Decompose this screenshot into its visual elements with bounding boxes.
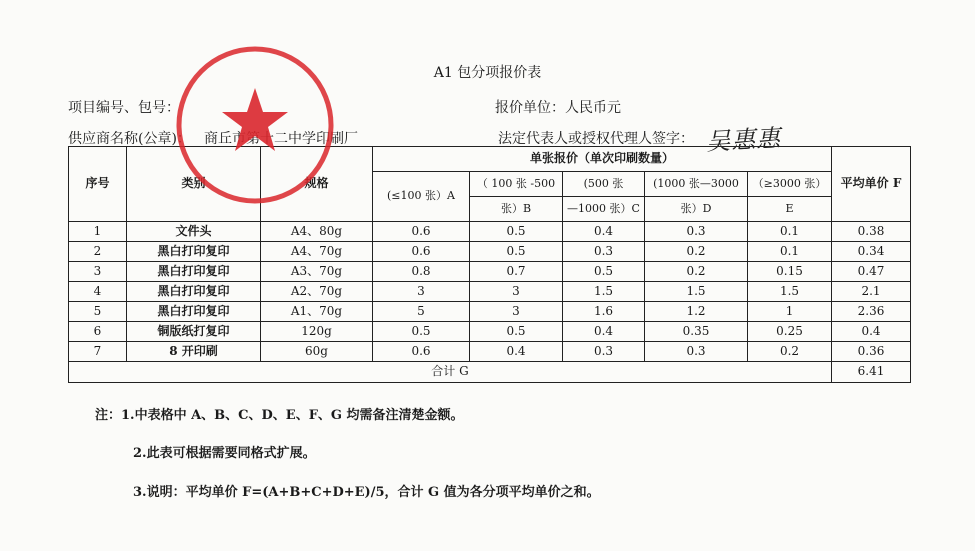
cell-price-a: 0.6: [373, 342, 470, 362]
cell-price-b: 3: [470, 302, 563, 322]
cell-avg-price: 2.1: [832, 282, 911, 302]
cell-price-e: 0.1: [748, 222, 832, 242]
table-row: [69, 262, 911, 282]
header-col-d-line1: (1000 张—3000: [645, 172, 748, 197]
header-col-b-line2: 张）B: [470, 197, 563, 222]
cell-price-c: 1.5: [563, 282, 645, 302]
cell-price-e: 1: [748, 302, 832, 322]
note-2: 2.此表可根据需要同格式扩展。: [133, 446, 316, 461]
cell-avg-price: 0.4: [832, 322, 911, 342]
cell-category: 黑白打印复印: [127, 302, 261, 322]
cell-avg-price: 0.36: [832, 342, 911, 362]
cell-category: 文件头: [127, 222, 261, 242]
cell-category: 黑白打印复印: [127, 262, 261, 282]
cell-avg-price: 0.47: [832, 262, 911, 282]
header-avg-price: 平均单价 F: [832, 147, 911, 222]
seal-star-icon: [222, 88, 288, 151]
header-col-c-line1: (500 张: [563, 172, 645, 197]
cell-price-b: 0.4: [470, 342, 563, 362]
cell-price-e: 1.5: [748, 282, 832, 302]
cell-seq: 3: [69, 262, 127, 282]
note-1: 注：1.中表格中 A、B、C、D、E、F、G 均需备注清楚金额。: [95, 408, 464, 423]
cell-seq: 1: [69, 222, 127, 242]
cell-spec: 60g: [261, 342, 373, 362]
header-col-b-line1: （ 100 张 -500: [470, 172, 563, 197]
cell-spec: 120g: [261, 322, 373, 342]
document-title: A1 包分项报价表: [433, 65, 542, 81]
cell-price-e: 0.1: [748, 242, 832, 262]
cell-price-a: 3: [373, 282, 470, 302]
cell-avg-price: 0.38: [832, 222, 911, 242]
cell-spec: A3、70g: [261, 262, 373, 282]
table-row: [69, 282, 911, 302]
cell-seq: 5: [69, 302, 127, 322]
cell-avg-price: 2.36: [832, 302, 911, 322]
header-unit-price-group: 单张报价（单次印刷数量）: [373, 147, 832, 172]
currency-label: 报价单位：人民币元: [495, 100, 621, 116]
cell-price-e: 0.15: [748, 262, 832, 282]
cell-category: 8 开印刷: [127, 342, 261, 362]
cell-category: 黑白打印复印: [127, 242, 261, 262]
table-row: [69, 222, 911, 242]
cell-price-c: 1.6: [563, 302, 645, 322]
header-col-e-line1: （≥3000 张）: [748, 172, 832, 197]
cell-price-c: 0.4: [563, 222, 645, 242]
cell-price-c: 0.5: [563, 262, 645, 282]
supplier-name: 商丘市第十二中学印刷厂: [204, 131, 358, 147]
cell-price-b: 3: [470, 282, 563, 302]
cell-price-d: 1.5: [645, 282, 748, 302]
table-row: [69, 322, 911, 342]
note-3: 3.说明：平均单价 F=(A+B+C+D+E)/5，合计 G 值为各分项平均单价之和。: [133, 485, 600, 500]
total-label: 合计 G: [69, 362, 832, 383]
cell-price-d: 0.35: [645, 322, 748, 342]
table-row: [69, 342, 911, 362]
cell-avg-price: 0.34: [832, 242, 911, 262]
signature: 吴惠惠: [705, 124, 782, 156]
cell-seq: 4: [69, 282, 127, 302]
header-spec: 规格: [261, 147, 373, 222]
cell-price-d: 1.2: [645, 302, 748, 322]
cell-price-d: 0.2: [645, 242, 748, 262]
cell-price-a: 0.8: [373, 262, 470, 282]
cell-price-c: 0.3: [563, 342, 645, 362]
header-col-a: (≤100 张）A: [373, 172, 470, 222]
official-seal: [170, 40, 340, 210]
cell-price-c: 0.3: [563, 242, 645, 262]
table-row: [69, 242, 911, 262]
header-category: 类别: [127, 147, 261, 222]
cell-seq: 2: [69, 242, 127, 262]
cell-price-a: 0.6: [373, 242, 470, 262]
cell-category: 铜版纸打复印: [127, 322, 261, 342]
cell-category: 黑白打印复印: [127, 282, 261, 302]
total-value: 6.41: [832, 362, 911, 383]
table-row: [69, 302, 911, 322]
cell-price-d: 0.3: [645, 222, 748, 242]
cell-price-a: 0.5: [373, 322, 470, 342]
cell-price-b: 0.5: [470, 322, 563, 342]
cell-price-b: 0.5: [470, 222, 563, 242]
cell-seq: 7: [69, 342, 127, 362]
cell-seq: 6: [69, 322, 127, 342]
cell-price-a: 0.6: [373, 222, 470, 242]
project-number-label: 项目编号、包号：: [68, 100, 180, 116]
cell-price-e: 0.25: [748, 322, 832, 342]
cell-price-e: 0.2: [748, 342, 832, 362]
supplier-label: 供应商名称(公章)：: [68, 131, 191, 147]
header-seq: 序号: [69, 147, 127, 222]
cell-spec: A4、80g: [261, 222, 373, 242]
cell-price-c: 0.4: [563, 322, 645, 342]
cell-spec: A1、70g: [261, 302, 373, 322]
cell-price-d: 0.3: [645, 342, 748, 362]
representative-label: 法定代表人或授权代理人签字：: [498, 131, 694, 147]
cell-spec: A2、70g: [261, 282, 373, 302]
cell-price-b: 0.7: [470, 262, 563, 282]
header-col-e-line2: E: [748, 197, 832, 222]
header-col-c-line2: —1000 张）C: [563, 197, 645, 222]
cell-price-b: 0.5: [470, 242, 563, 262]
cell-price-d: 0.2: [645, 262, 748, 282]
header-col-d-line2: 张）D: [645, 197, 748, 222]
cell-spec: A4、70g: [261, 242, 373, 262]
cell-price-a: 5: [373, 302, 470, 322]
